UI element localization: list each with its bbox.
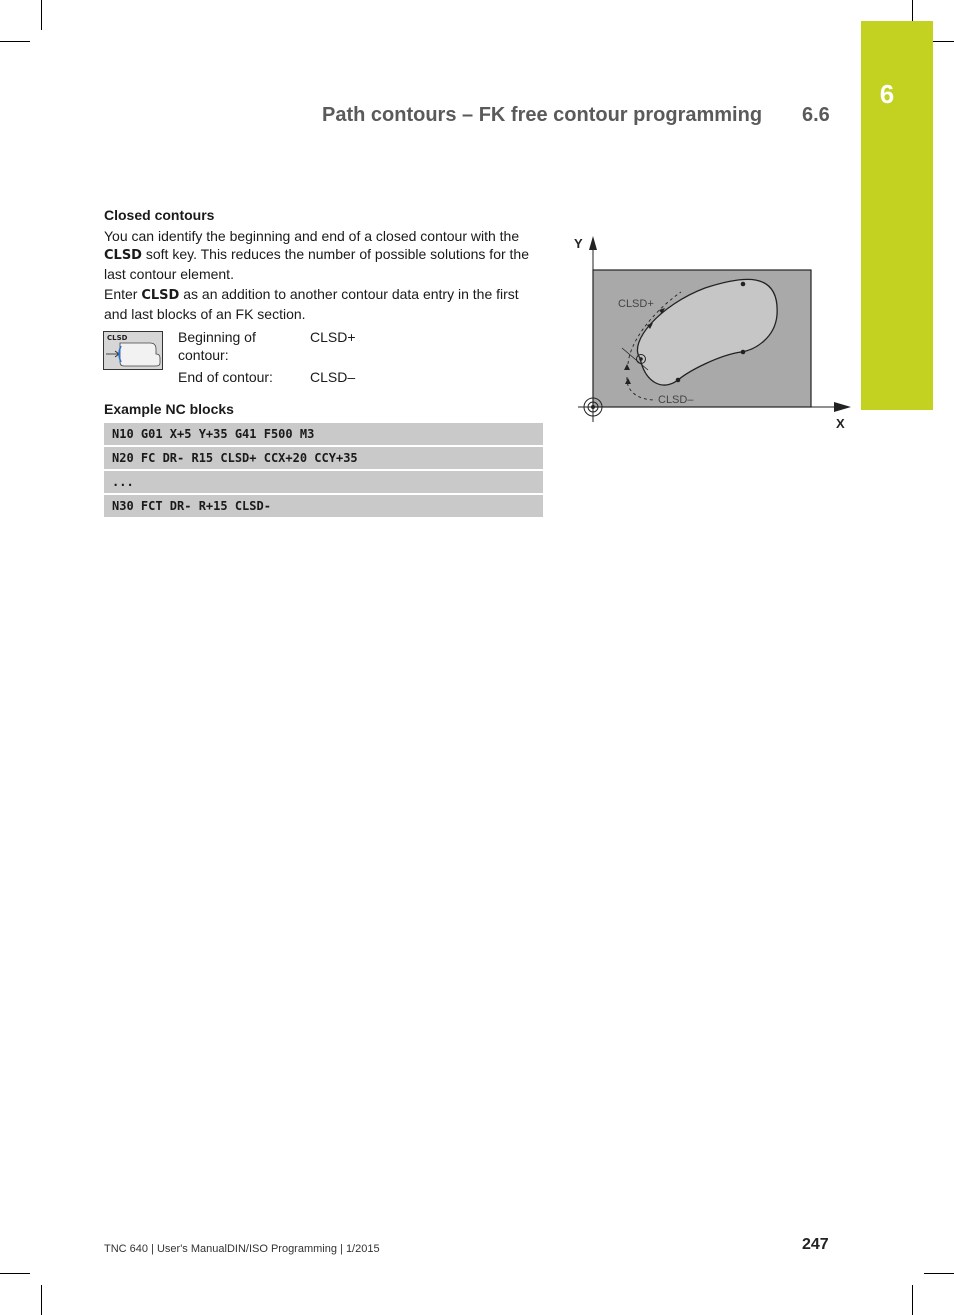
crop-mark (924, 1273, 954, 1274)
paragraph-text: Enter (104, 286, 142, 302)
crop-mark (0, 41, 30, 42)
crop-mark (912, 1285, 913, 1315)
footer-text: TNC 640 | User's ManualDIN/ISO Programming | 1/2015 (104, 1243, 380, 1255)
chapter-tab (861, 21, 933, 410)
table-label: Beginning of contour: (178, 329, 256, 363)
table-value: CLSD– (310, 369, 356, 385)
chapter-number: 6 (879, 79, 895, 109)
table-label: End of contour: (178, 369, 273, 385)
closed-contour-diagram (570, 230, 855, 435)
contour-shape-icon (104, 332, 162, 369)
nc-block: N20 FC DR- R15 CLSD+ CCX+20 CCY+35 (104, 447, 543, 469)
label-clsd-minus: CLSD– (658, 394, 694, 406)
contour-point (741, 350, 746, 355)
softkey-label: CLSD (107, 334, 128, 342)
paragraph-text: as an addition to another contour data entry in the first and last blocks of an FK section. (104, 286, 519, 322)
page-title: Path contours – FK free contour programming (322, 104, 763, 126)
crop-mark (41, 0, 42, 30)
crop-mark (0, 1273, 30, 1274)
datum-center (591, 405, 595, 409)
key-name: CLSD (141, 288, 180, 303)
closed-contours-heading: Closed contours (104, 207, 215, 223)
y-axis-label: Y (574, 236, 583, 251)
table-value: CLSD+ (310, 329, 356, 345)
key-name: CLSD (104, 248, 142, 263)
nc-block: ... (104, 471, 543, 493)
x-axis-arrow (834, 402, 851, 412)
label-clsd-plus: CLSD+ (618, 298, 654, 310)
y-axis-arrow (589, 236, 597, 250)
nc-block: N30 FCT DR- R+15 CLSD- (104, 495, 543, 517)
crop-mark (41, 1285, 42, 1315)
paragraph-text: You can identify the beginning and end of a closed contour with the (104, 228, 520, 244)
paragraph-text: soft key. This reduces the number of possible solutions for the last contour element. (104, 246, 530, 282)
clsd-softkey-icon (103, 331, 163, 370)
contour-point (741, 282, 746, 287)
nc-block: N10 G01 X+5 Y+35 G41 F500 M3 (104, 423, 543, 445)
paragraph-enter-clsd (104, 285, 544, 323)
page-number: 247 (802, 1236, 829, 1253)
contour-figure (570, 230, 855, 435)
example-heading: Example NC blocks (104, 401, 234, 417)
paragraph-clsd-key (104, 227, 544, 283)
section-number: 6.6 (802, 104, 830, 126)
x-axis-label: X (836, 416, 845, 431)
start-point (639, 357, 643, 361)
contour-point (676, 378, 681, 383)
